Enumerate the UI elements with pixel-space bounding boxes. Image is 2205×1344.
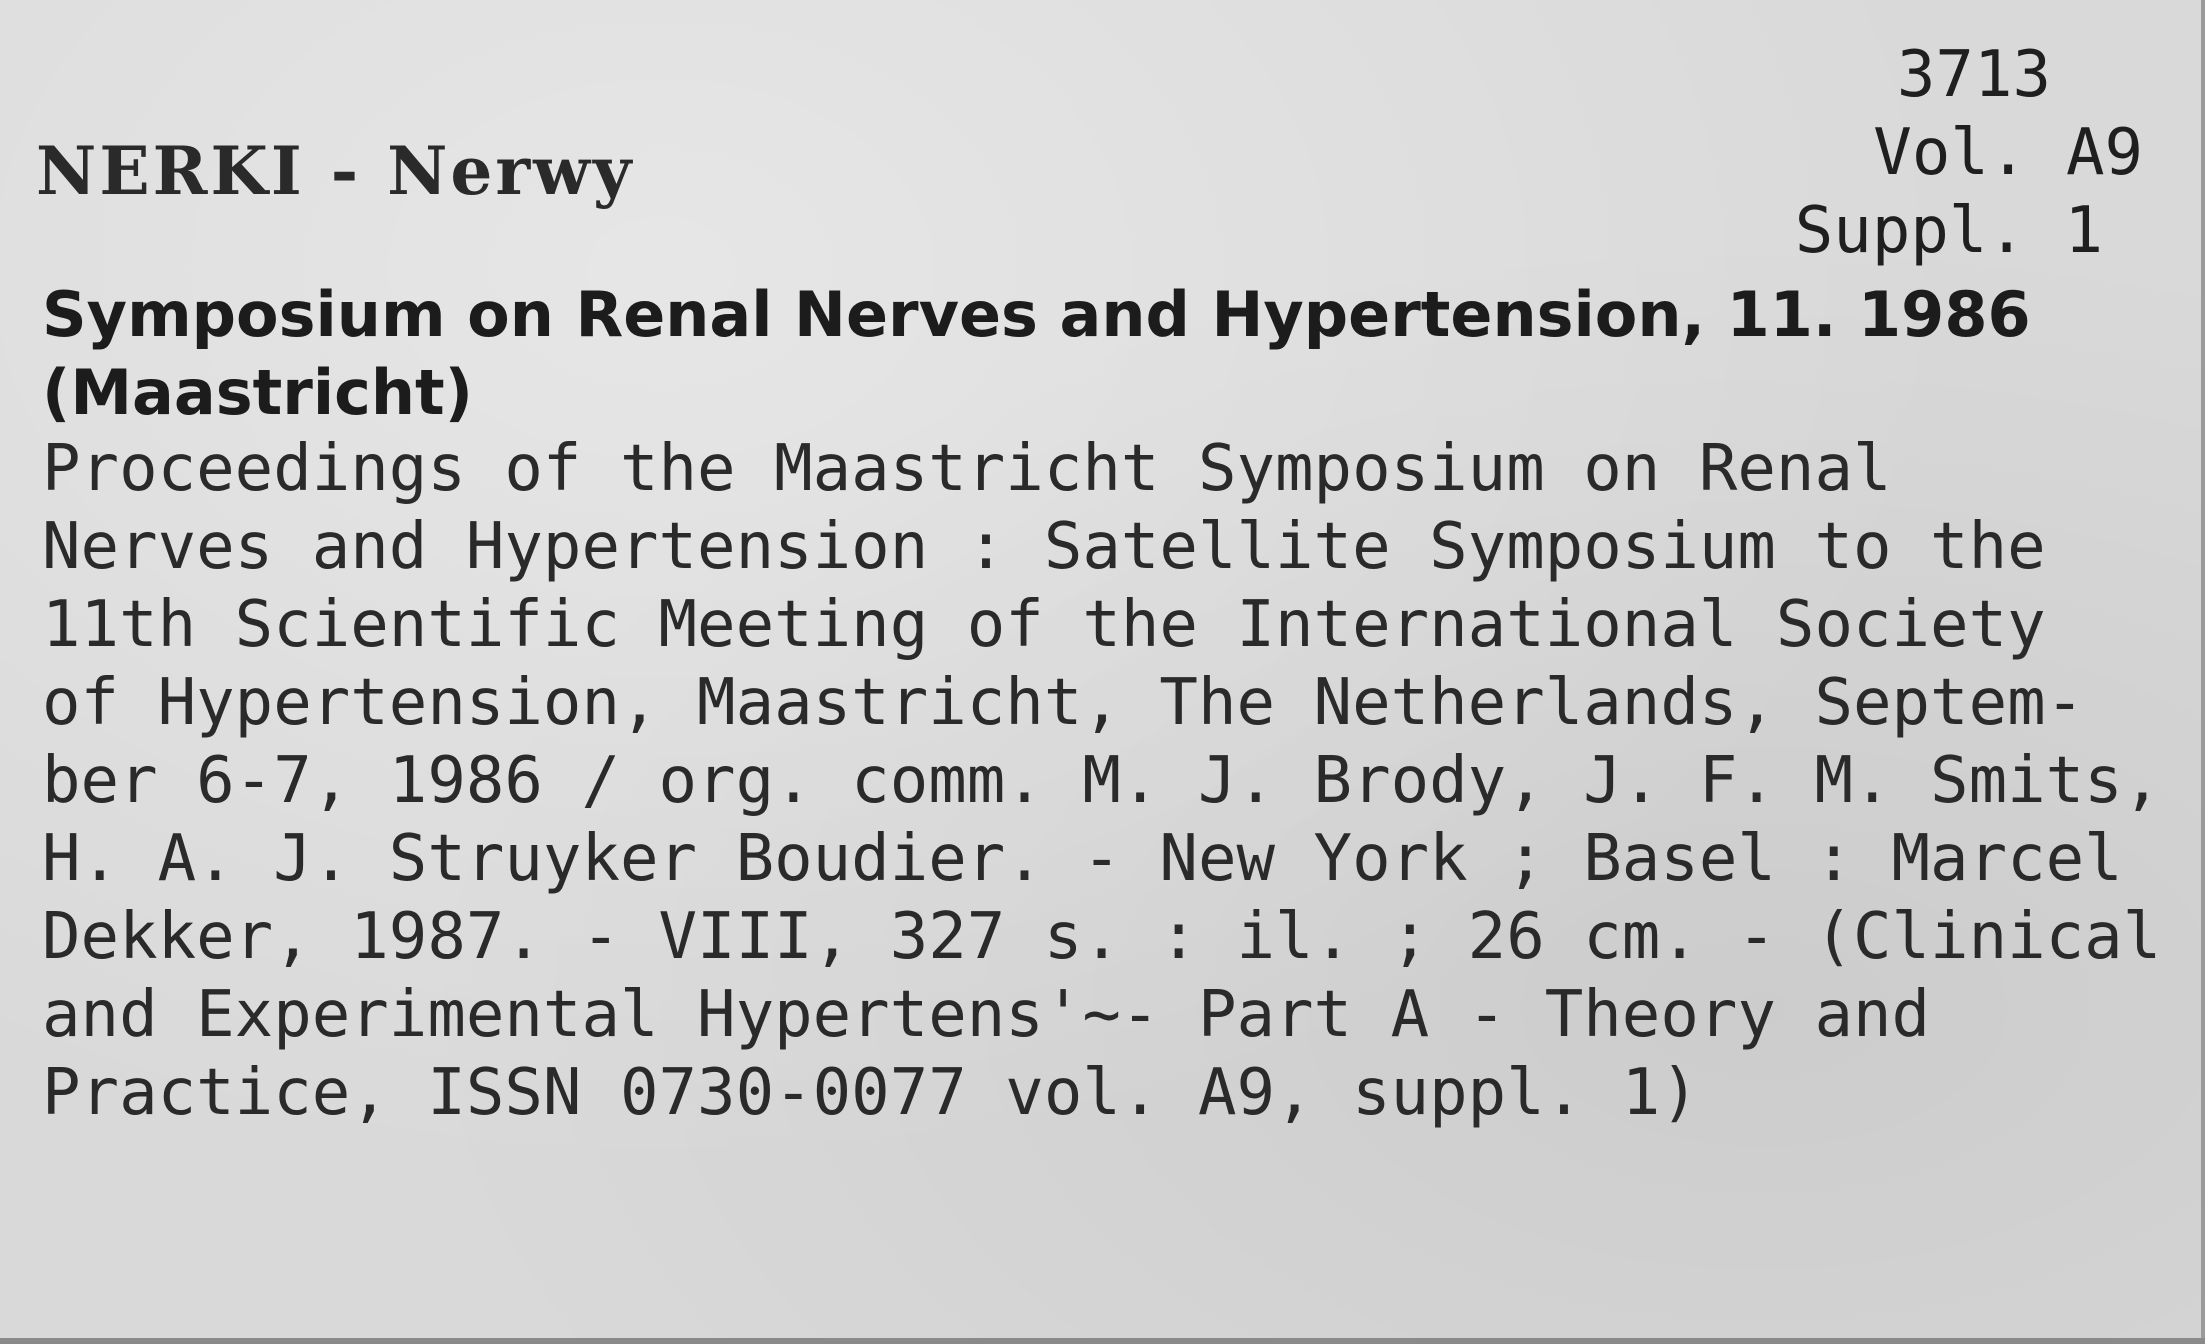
title-line: Symposium on Renal Nerves and Hypertension, 11. 1986 (42, 278, 2031, 351)
description-line: ber 6-7, 1986 / org. comm. M. J. Brody, J. F. M. Smits, (42, 744, 2162, 818)
card-right-edge (2201, 0, 2205, 1344)
subject-heading: NERKI - Nerwy (36, 132, 635, 210)
description-line: of Hypertension, Maastricht, The Netherlands, Septem- (42, 666, 2085, 740)
record-title (42, 276, 2162, 432)
description-line: Practice, ISSN 0730-0077 vol. A9, suppl. 1) (42, 1056, 1699, 1130)
card-bottom-edge (0, 1338, 2205, 1344)
supplement-label: Suppl. 1 (1794, 194, 2103, 268)
call-number: 3713 (1896, 38, 2051, 112)
description-line: Nerves and Hypertension : Satellite Symposium to the (42, 510, 2046, 584)
description-line: 11th Scientific Meeting of the International Society (42, 588, 2046, 662)
volume-label: Vol. A9 (1873, 116, 2143, 190)
description-line: H. A. J. Struyker Boudier. - New York ; Basel : Marcel (42, 822, 2123, 896)
description-line: Dekker, 1987. - VIII, 327 s. : il. ; 26 cm. - (Clinical (42, 900, 2162, 974)
record-description (42, 430, 2172, 1132)
title-line: (Maastricht) (42, 356, 473, 429)
description-line: and Experimental Hypertens'~- Part A - Theory and (42, 978, 1931, 1052)
call-number-block (1723, 36, 2143, 270)
description-line: Proceedings of the Maastricht Symposium on Renal (42, 432, 1892, 506)
